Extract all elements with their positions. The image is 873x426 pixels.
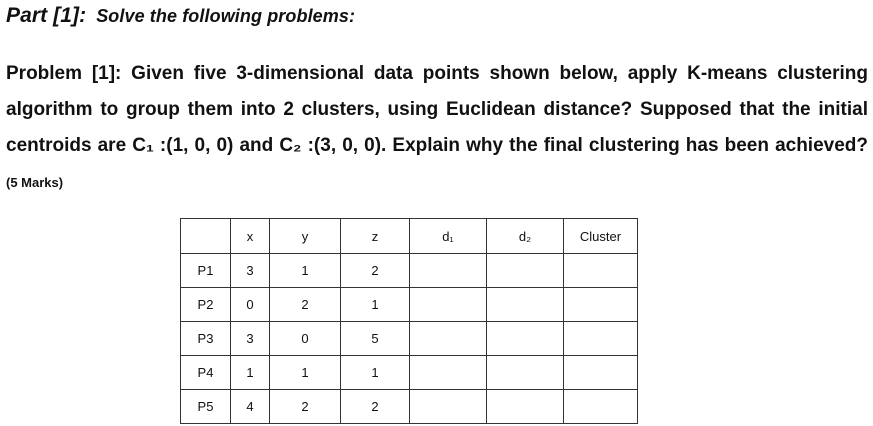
z-value: 1	[341, 356, 410, 390]
d1-cell	[410, 288, 487, 322]
y-value: 0	[270, 322, 341, 356]
d1-cell	[410, 390, 487, 424]
d2-cell	[487, 254, 564, 288]
d2-cell	[487, 322, 564, 356]
table-header-row	[181, 219, 638, 254]
table-row	[181, 356, 638, 390]
x-value: 1	[231, 356, 270, 390]
y-value: 2	[270, 390, 341, 424]
cluster-cell	[564, 254, 638, 288]
table-row	[181, 288, 638, 322]
table-row	[181, 254, 638, 288]
cluster-cell	[564, 390, 638, 424]
z-value: 1	[341, 288, 410, 322]
x-value: 3	[231, 254, 270, 288]
y-value: 1	[270, 254, 341, 288]
z-value: 2	[341, 390, 410, 424]
marks-label: (5 Marks)	[6, 175, 64, 190]
d1-cell	[410, 356, 487, 390]
x-value: 4	[231, 390, 270, 424]
table-row	[181, 322, 638, 356]
problem-statement	[6, 56, 868, 201]
part-subtitle: Solve the following problems:	[96, 6, 356, 26]
x-value: 0	[231, 288, 270, 322]
point-label: P2	[181, 288, 231, 322]
data-points-table	[180, 218, 638, 424]
point-label: P5	[181, 390, 231, 424]
d1-cell	[410, 322, 487, 356]
z-value: 2	[341, 254, 410, 288]
part-title-label: Part [1]:	[6, 4, 87, 27]
z-value: 5	[341, 322, 410, 356]
header-d1: d₁	[410, 219, 487, 254]
d1-cell	[410, 254, 487, 288]
cluster-cell	[564, 322, 638, 356]
cluster-cell	[564, 288, 638, 322]
cluster-cell	[564, 356, 638, 390]
point-label: P3	[181, 322, 231, 356]
header-cluster: Cluster	[564, 219, 638, 254]
problem-text: Problem [1]: Given five 3-dimensional data points shown below, apply K-means clustering algorithm to group them into 2 clusters, using Euclidean distance? Supposed that the initial centroids are C₁ :(1, 0, 0) and C₂ :(3, 0, 0). Explain why the final clustering has been achieved?	[6, 63, 868, 156]
d2-cell	[487, 390, 564, 424]
table-row	[181, 390, 638, 424]
d2-cell	[487, 288, 564, 322]
header-y: y	[270, 219, 341, 254]
header-z: z	[341, 219, 410, 254]
d2-cell	[487, 356, 564, 390]
header-d2: d₂	[487, 219, 564, 254]
header-blank	[181, 219, 231, 254]
point-label: P1	[181, 254, 231, 288]
header-x: x	[231, 219, 270, 254]
part-title	[6, 4, 355, 28]
point-label: P4	[181, 356, 231, 390]
y-value: 1	[270, 356, 341, 390]
y-value: 2	[270, 288, 341, 322]
x-value: 3	[231, 322, 270, 356]
